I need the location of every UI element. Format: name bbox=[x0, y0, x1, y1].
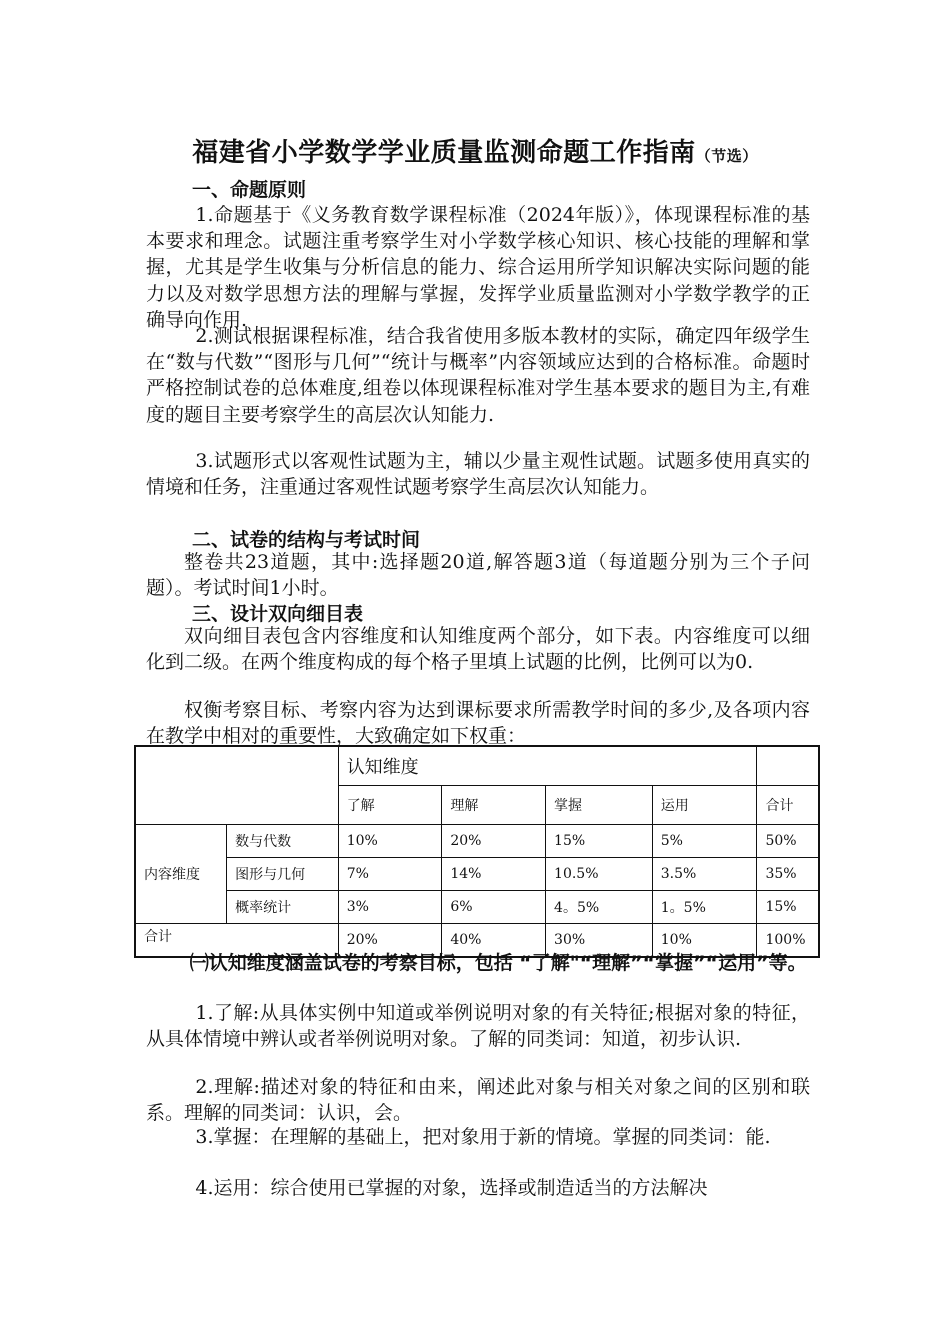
table-cell: 20% bbox=[442, 825, 546, 858]
table-cell: 100% bbox=[757, 924, 819, 958]
table-cell: 3% bbox=[338, 891, 442, 924]
cognitive-section-heading: ㈠认知维度涵盖试卷的考察目标，包括 “了解"“理解”“掌握”“运用”等。 bbox=[189, 952, 807, 974]
col-header-comprehend: 理解 bbox=[442, 786, 546, 825]
section-2-paragraph-1: 整卷共23道题，其中:选择题20道,解答题3道（每道题分别为三个子问题）。考试时间1小时。 bbox=[146, 551, 810, 600]
section-3-paragraph-1: 双向细目表包含内容维度和认知维度两个部分，如下表。内容维度可以细化到二级。在两个维度构成的每个格子里填上试题的比例，比例可以为0. bbox=[146, 625, 810, 674]
weight-table bbox=[134, 745, 820, 958]
table-row bbox=[135, 891, 819, 924]
table-cell: 4。5% bbox=[546, 891, 653, 924]
table-cell: 10% bbox=[652, 924, 757, 958]
row-label: 数与代数 bbox=[227, 825, 339, 858]
table-row bbox=[135, 825, 819, 858]
cognitive-paragraph-1: 1.了解:从具体实例中知道或举例说明对象的有关特征;根据对象的特征，从具体情境中辨认或者举例说明对象。了解的同类词：知道，初步认识. bbox=[146, 1002, 810, 1051]
table-cell: 10% bbox=[338, 825, 442, 858]
table-cell: 1。5% bbox=[652, 891, 757, 924]
page-title bbox=[0, 132, 950, 169]
col-header-master: 掌握 bbox=[546, 786, 653, 825]
table-cell: 30% bbox=[546, 924, 653, 958]
table-cell: 5% bbox=[652, 825, 757, 858]
table-header-blank bbox=[757, 746, 819, 786]
table-cell: 6% bbox=[442, 891, 546, 924]
col-header-apply: 运用 bbox=[652, 786, 757, 825]
section-1-paragraph-3: 3.试题形式以客观性试题为主，辅以少量主观性试题。试题多使用真实的情境和任务，注重通过客观性试题考察学生高层次认知能力。 bbox=[146, 450, 810, 499]
title-note: （节选） bbox=[695, 147, 758, 165]
table-corner-cell bbox=[135, 746, 338, 825]
table-row bbox=[135, 858, 819, 891]
section-1-heading: 一、命题原则 bbox=[192, 179, 307, 201]
section-3-heading: 三、设计双向细目表 bbox=[192, 603, 364, 625]
row-label: 图形与几何 bbox=[227, 858, 339, 891]
title-text: 福建省小学数学学业质量监测命题工作指南 bbox=[192, 138, 696, 168]
row-label: 概率统计 bbox=[227, 891, 339, 924]
table-cell: 15% bbox=[546, 825, 653, 858]
cognitive-dimension-header: 认知维度 bbox=[338, 746, 757, 786]
table-cell: 14% bbox=[442, 858, 546, 891]
col-header-total: 合计 bbox=[757, 786, 819, 825]
cognitive-paragraph-2: 2.理解:描述对象的特征和由来，阐述此对象与相关对象之间的区别和联系。理解的同类词：认识，会。 bbox=[146, 1076, 810, 1125]
table-cell: 3.5% bbox=[652, 858, 757, 891]
table-cell: 10.5% bbox=[546, 858, 653, 891]
cognitive-paragraph-3: 3.掌握：在理解的基础上，把对象用于新的情境。掌握的同类词：能. bbox=[195, 1126, 771, 1148]
col-header-understand-basic: 了解 bbox=[338, 786, 442, 825]
table-cell: 35% bbox=[757, 858, 819, 891]
table-cell: 20% bbox=[338, 924, 442, 958]
total-row-label: 合计 bbox=[135, 924, 338, 958]
content-dimension-label: 内容维度 bbox=[135, 825, 227, 924]
section-2-heading: 二、试卷的结构与考试时间 bbox=[192, 529, 421, 551]
table-cell: 15% bbox=[757, 891, 819, 924]
section-3-paragraph-2: 权衡考察目标、考察内容为达到课标要求所需教学时间的多少,及各项内容在教学中相对的重要性，大致确定如下权重： bbox=[146, 699, 810, 748]
table-header-row bbox=[135, 746, 819, 786]
table-cell: 40% bbox=[442, 924, 546, 958]
section-1-paragraph-2: 2.测试根据课程标准，结合我省使用多版本教材的实际，确定四年级学生在“数与代数”“图形与几何”“统计与概率”内容领域应达到的合格标准。命题时严格控制试卷的总体难度,组卷以体现课程标准对学生基本要求的题目为主,有难度的题目主要考察学生的高层次认知能力. bbox=[146, 325, 810, 426]
section-1-paragraph-1: 1.命题基于《义务教育数学课程标准（2024年版）》，体现课程标准的基本要求和理念。试题注重考察学生对小学数学核心知识、核心技能的理解和掌握，尤其是学生收集与分析信息的能力、综合运用所学知识解决实际问题的能力以及对数学思想方法的理解与掌握，发挥学业质量监测对小学数学教学的正确导向作用. bbox=[146, 204, 810, 331]
table-cell: 7% bbox=[338, 858, 442, 891]
cognitive-paragraph-4: 4.运用：综合使用已掌握的对象，选择或制造适当的方法解决 bbox=[195, 1177, 708, 1199]
table-cell: 50% bbox=[757, 825, 819, 858]
